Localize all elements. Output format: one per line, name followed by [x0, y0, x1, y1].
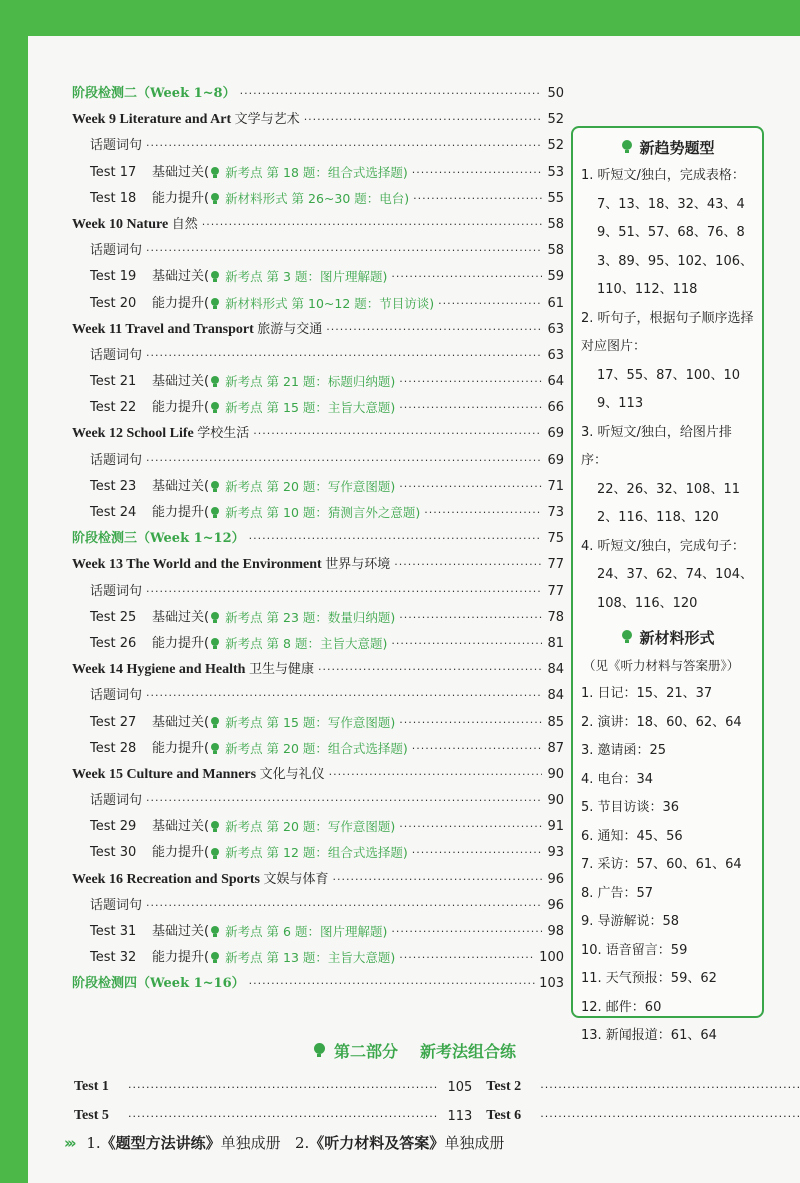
lightbulb-icon [621, 140, 633, 154]
toc-row[interactable] [72, 631, 564, 657]
leader-dots [540, 1110, 800, 1123]
part-two-heading: 第二部分 新考法组合练 [28, 1039, 800, 1062]
toc-row[interactable] [72, 788, 564, 814]
page-number: 93 [547, 845, 564, 861]
toc-row[interactable] [72, 474, 564, 500]
toc-row[interactable] [72, 395, 564, 421]
page-number: 81 [547, 635, 564, 651]
toc-label: 话题词句 [90, 138, 143, 154]
toc-label: 话题词句 [90, 347, 143, 363]
leader-dots [318, 657, 542, 683]
combo-test-label: Test 2 [486, 1079, 522, 1094]
week-title-cn: 卫生与健康 [248, 662, 314, 678]
page-number: 58 [547, 243, 564, 259]
toc-row[interactable] [72, 579, 564, 605]
week-title-cn: 自然 [171, 216, 198, 232]
test-type: 能力提升( [152, 635, 210, 651]
lightbulb-icon [210, 481, 220, 493]
page-number: 78 [547, 609, 564, 625]
page-number: 52 [547, 112, 564, 128]
leader-dots [391, 631, 542, 657]
test-number: Test 23 [90, 478, 137, 494]
page-number: 87 [547, 740, 564, 756]
week-title-en: Week 12 School Life [72, 426, 194, 442]
toc-row[interactable] [72, 605, 564, 631]
toc-row[interactable] [72, 552, 564, 578]
test-type: 基础过关( [152, 374, 210, 390]
page-number: 53 [547, 164, 564, 180]
lightbulb-icon [210, 743, 220, 755]
toc-label: 话题词句 [90, 897, 143, 913]
toc-row[interactable] [72, 814, 564, 840]
week-label [72, 421, 249, 447]
lightbulb-icon [210, 952, 220, 964]
toc-label: 阶段检测二（Week 1~8） [72, 86, 236, 101]
material-item: 5. 节目访谈：36 [581, 800, 680, 815]
leader-dots [412, 736, 542, 762]
week-label [72, 317, 322, 343]
page-number: 63 [547, 321, 564, 337]
page-number: 61 [547, 295, 564, 311]
leader-dots [249, 971, 536, 997]
test-number: Test 29 [90, 819, 137, 835]
test-number: Test 28 [90, 740, 137, 756]
trend-list [581, 162, 754, 618]
page-number: 103 [539, 976, 564, 992]
toc-label: 话题词句 [90, 793, 143, 809]
lightbulb-icon [210, 926, 220, 938]
material-item: 1. 日记：15、21、37 [581, 686, 713, 701]
toc-row[interactable] [72, 212, 564, 238]
toc-row[interactable] [72, 291, 564, 317]
toc-label: 阶段检测三（Week 1~12） [72, 531, 245, 547]
leader-dots [540, 1081, 800, 1094]
page-number: 71 [547, 478, 564, 494]
week-title-en: Week 9 Literature and Art [72, 112, 232, 128]
material-item: 3. 邀请函：25 [581, 743, 667, 758]
test-tag: 新考点 第 12 题：组合式选择题) [225, 845, 408, 861]
material-item: 6. 通知：45、56 [581, 828, 683, 844]
lightbulb-icon [210, 376, 220, 388]
test-tag: 新考点 第 10 题：猜测言外之意题) [225, 505, 421, 520]
page-number: 85 [547, 714, 564, 730]
test-number: Test 30 [90, 845, 137, 861]
week-title-en: Week 16 Recreation and Sports [72, 871, 260, 887]
trend-item-label: 3. 听短文/独白，给图片排序： [581, 424, 732, 468]
page-number: 73 [547, 505, 564, 520]
lightbulb-icon [210, 717, 220, 729]
test-tag: 新材料形式 第 26~30 题：电台) [225, 190, 410, 206]
leader-dots [128, 1110, 438, 1123]
test-tag: 新考点 第 20 题：写作意图题) [225, 478, 396, 494]
leader-dots [412, 840, 542, 866]
page-number: 63 [547, 347, 564, 363]
week-title-en: Week 14 Hygiene and Health [72, 662, 246, 678]
page-number: 77 [547, 557, 564, 573]
test-tag: 新考点 第 20 题：写作意图题) [225, 819, 396, 835]
page-number: 91 [547, 819, 564, 835]
toc-row[interactable] [72, 840, 564, 866]
material-item: 4. 电台：34 [581, 771, 654, 787]
page-number: 98 [547, 924, 564, 939]
leader-dots [146, 579, 542, 605]
leader-dots [249, 526, 542, 552]
test-number: Test 20 [90, 295, 137, 311]
leader-dots [394, 552, 542, 578]
combo-test-entry[interactable] [486, 1074, 800, 1100]
material-title: 新材料形式 [581, 624, 754, 652]
lightbulb-icon [621, 630, 633, 644]
material-item: 9. 导游解说：58 [581, 914, 680, 929]
material-item: 8. 广告：57 [581, 885, 654, 901]
lightbulb-icon [210, 612, 220, 624]
leader-dots [146, 788, 542, 814]
leader-dots [240, 81, 542, 107]
toc-row[interactable] [72, 343, 564, 369]
toc-row[interactable] [72, 317, 564, 343]
week-title-en: Week 15 Culture and Manners [72, 766, 257, 782]
leader-dots [146, 893, 542, 919]
week-title-cn: 世界与环境 [325, 557, 391, 573]
test-number: Test 27 [90, 714, 137, 730]
leader-dots [412, 160, 542, 186]
leader-dots [146, 343, 542, 369]
combo-test-label: Test 6 [486, 1108, 522, 1123]
test-number: Test 21 [90, 374, 137, 390]
page-number: 50 [547, 86, 564, 101]
lightbulb-icon [210, 821, 220, 833]
leader-dots [128, 1081, 438, 1094]
material-item: 10. 语音留言：59 [581, 942, 688, 958]
toc-row[interactable] [72, 893, 564, 919]
trend-title: 新趋势题型 [581, 134, 754, 162]
lightbulb-icon [210, 507, 220, 519]
lightbulb-icon [210, 402, 220, 414]
test-tag: 新考点 第 15 题：主旨大意题) [225, 400, 396, 416]
leader-dots [304, 107, 542, 133]
page-number: 84 [547, 688, 564, 704]
material-note: （见《听力材料与答案册》） [583, 658, 740, 673]
toc-row[interactable] [72, 710, 564, 736]
test-tag: 新考点 第 23 题：数量归纳题) [225, 609, 396, 625]
toc-row[interactable] [72, 160, 564, 186]
leader-dots [202, 212, 542, 238]
toc-row[interactable] [72, 500, 564, 526]
lightbulb-icon [210, 271, 220, 283]
toc-row[interactable] [72, 238, 564, 264]
trend-item-numbers: 17、55、87、100、109、113 [597, 367, 740, 411]
test-tag: 新考点 第 21 题：标题归纳题) [225, 374, 396, 390]
lightbulb-icon [210, 167, 220, 179]
page-number: 96 [547, 871, 564, 887]
test-number: Test 26 [90, 635, 137, 651]
page-number: 90 [547, 793, 564, 809]
test-type: 基础过关( [152, 164, 210, 180]
material-item: 2. 演讲：18、60、62、64 [581, 714, 742, 730]
test-type: 能力提升( [152, 505, 210, 520]
test-type: 基础过关( [152, 819, 210, 835]
toc-label: 话题词句 [90, 583, 143, 599]
test-type: 基础过关( [152, 609, 210, 625]
lightbulb-icon [210, 193, 220, 205]
test-type: 能力提升( [152, 190, 210, 206]
trend-item-numbers: 22、26、32、108、112、116、118、120 [597, 481, 740, 525]
toc-row[interactable] [72, 186, 564, 212]
test-type: 基础过关( [152, 269, 210, 285]
page-number: 69 [547, 452, 564, 468]
leader-dots [424, 500, 542, 526]
leader-dots [329, 762, 542, 788]
leader-dots [399, 605, 542, 631]
test-number: Test 25 [90, 609, 137, 625]
test-tag: 新材料形式 第 10~12 题：节目访谈) [225, 295, 435, 311]
combo-test-label: Test 5 [74, 1108, 109, 1123]
toc-row[interactable] [72, 971, 564, 997]
page [28, 36, 800, 1183]
week-title-cn: 文化与礼仪 [259, 766, 325, 782]
week-label [72, 212, 198, 238]
combo-test-entry[interactable] [486, 1103, 800, 1129]
week-label [72, 867, 328, 893]
toc-row[interactable] [72, 369, 564, 395]
page-number: 69 [547, 426, 564, 442]
combo-test-entry[interactable] [74, 1074, 486, 1100]
toc-row[interactable] [72, 945, 564, 971]
page-number: 75 [547, 531, 564, 547]
toc-label: 话题词句 [90, 452, 143, 468]
page-number: 55 [547, 190, 564, 206]
leader-dots [413, 186, 542, 212]
sidebar-panel [571, 126, 764, 1043]
toc-row[interactable] [72, 762, 564, 788]
test-type: 能力提升( [152, 740, 210, 756]
material-list [581, 680, 754, 1051]
trend-item-label: 2. 听句子，根据句子顺序选择对应图片： [581, 310, 754, 354]
trend-item-label: 1. 听短文/独白，完成表格： [581, 168, 745, 183]
page-number: 66 [547, 400, 564, 416]
toc-label: 话题词句 [90, 243, 143, 259]
week-title-en: Week 10 Nature [72, 216, 169, 232]
toc-row[interactable] [72, 683, 564, 709]
leader-dots [332, 867, 542, 893]
lightbulb-icon [210, 298, 220, 310]
test-number: Test 24 [90, 505, 137, 520]
test-tag: 新考点 第 13 题：主旨大意题) [225, 950, 396, 966]
week-title-cn: 旅游与交通 [257, 321, 323, 337]
test-number: Test 22 [90, 400, 137, 416]
leader-dots [399, 395, 542, 421]
lightbulb-icon [210, 638, 220, 650]
week-label [72, 762, 325, 788]
toc-row[interactable] [72, 526, 564, 552]
toc-label: 阶段检测四（Week 1~16） [72, 976, 245, 992]
trend-item-numbers: 7、13、18、32、43、49、51、57、68、76、83、89、95、102、106、110、112、118 [597, 196, 753, 297]
test-type: 基础过关( [152, 924, 210, 939]
material-item: 13. 新闻报道：61、64 [581, 1028, 717, 1043]
test-number: Test 18 [90, 190, 137, 206]
leader-dots [399, 710, 542, 736]
week-label [72, 107, 300, 133]
leader-dots [399, 945, 535, 971]
toc-row[interactable] [72, 657, 564, 683]
page-number: 64 [547, 374, 564, 390]
test-type: 能力提升( [152, 295, 210, 311]
page-number: 96 [547, 897, 564, 913]
combo-test-label: Test 1 [74, 1079, 109, 1094]
toc-row[interactable] [72, 919, 564, 945]
page-number: 113 [447, 1108, 473, 1124]
leader-dots [438, 291, 542, 317]
test-number: Test 32 [90, 950, 137, 966]
toc-row[interactable] [72, 81, 564, 107]
double-chevron-icon: ››› [64, 1134, 74, 1152]
test-tag: 新考点 第 8 题：主旨大意题) [225, 635, 388, 651]
leader-dots [146, 448, 542, 474]
week-title-cn: 文学与艺术 [234, 112, 300, 128]
trend-item-label: 4. 听短文/独白，完成句子： [581, 538, 745, 554]
test-type: 基础过关( [152, 478, 210, 494]
week-title-cn: 学校生活 [197, 426, 250, 442]
leader-dots [253, 421, 542, 447]
leader-dots [399, 474, 542, 500]
toc-row[interactable] [72, 421, 564, 447]
week-label [72, 552, 390, 578]
leader-dots [391, 919, 542, 945]
test-type: 能力提升( [152, 950, 210, 966]
test-type: 能力提升( [152, 400, 210, 416]
trend-item-numbers: 24、37、62、74、104、108、116、120 [597, 567, 753, 611]
leader-dots [399, 814, 542, 840]
lightbulb-icon [313, 1043, 326, 1058]
week-label [72, 657, 314, 683]
material-item: 7. 采访：57、60、61、64 [581, 857, 742, 872]
leader-dots [391, 264, 542, 290]
week-title-en: Week 11 Travel and Transport [72, 321, 254, 337]
test-tag: 新考点 第 18 题：组合式选择题) [225, 164, 408, 180]
leader-dots [399, 369, 542, 395]
test-type: 基础过关( [152, 714, 210, 730]
material-item: 11. 天气预报：59、62 [581, 971, 717, 986]
page-number: 105 [447, 1079, 473, 1095]
page-number: 90 [547, 766, 564, 782]
toc-row[interactable] [72, 736, 564, 762]
combo-test-grid [74, 1074, 764, 1129]
test-number: Test 19 [90, 269, 137, 285]
combo-test-entry[interactable] [74, 1103, 486, 1129]
test-tag: 新考点 第 15 题：写作意图题) [225, 714, 396, 730]
leader-dots [146, 238, 542, 264]
toc-row[interactable] [72, 133, 564, 159]
leader-dots [326, 317, 542, 343]
page-number: 58 [547, 216, 564, 232]
page-number: 52 [547, 138, 564, 154]
test-tag: 新考点 第 20 题：组合式选择题) [225, 740, 408, 756]
toc-row[interactable] [72, 264, 564, 290]
page-number: 100 [539, 950, 564, 966]
lightbulb-icon [210, 848, 220, 860]
toc-row[interactable] [72, 867, 564, 893]
leader-dots [146, 133, 542, 159]
toc-label: 话题词句 [90, 688, 143, 704]
page-number: 59 [547, 269, 564, 285]
test-type: 能力提升( [152, 845, 210, 861]
leader-dots [146, 683, 542, 709]
table-of-contents [72, 81, 564, 998]
page-number: 77 [547, 583, 564, 599]
week-title-cn: 文娱与体育 [263, 871, 329, 887]
footer-note: ››› 1.《题型方法讲练》单独成册 2.《听力材料及答案》单独成册 [64, 1134, 505, 1152]
toc-row[interactable] [72, 448, 564, 474]
page-number: 84 [547, 662, 564, 678]
test-number: Test 17 [90, 164, 137, 180]
week-title-en: Week 13 The World and the Environment [72, 557, 322, 573]
test-tag: 新考点 第 6 题：图片理解题) [225, 924, 388, 939]
material-item: 12. 邮件：60 [581, 999, 662, 1015]
toc-row[interactable] [72, 107, 564, 133]
test-number: Test 31 [90, 924, 137, 939]
test-tag: 新考点 第 3 题：图片理解题) [225, 269, 388, 285]
